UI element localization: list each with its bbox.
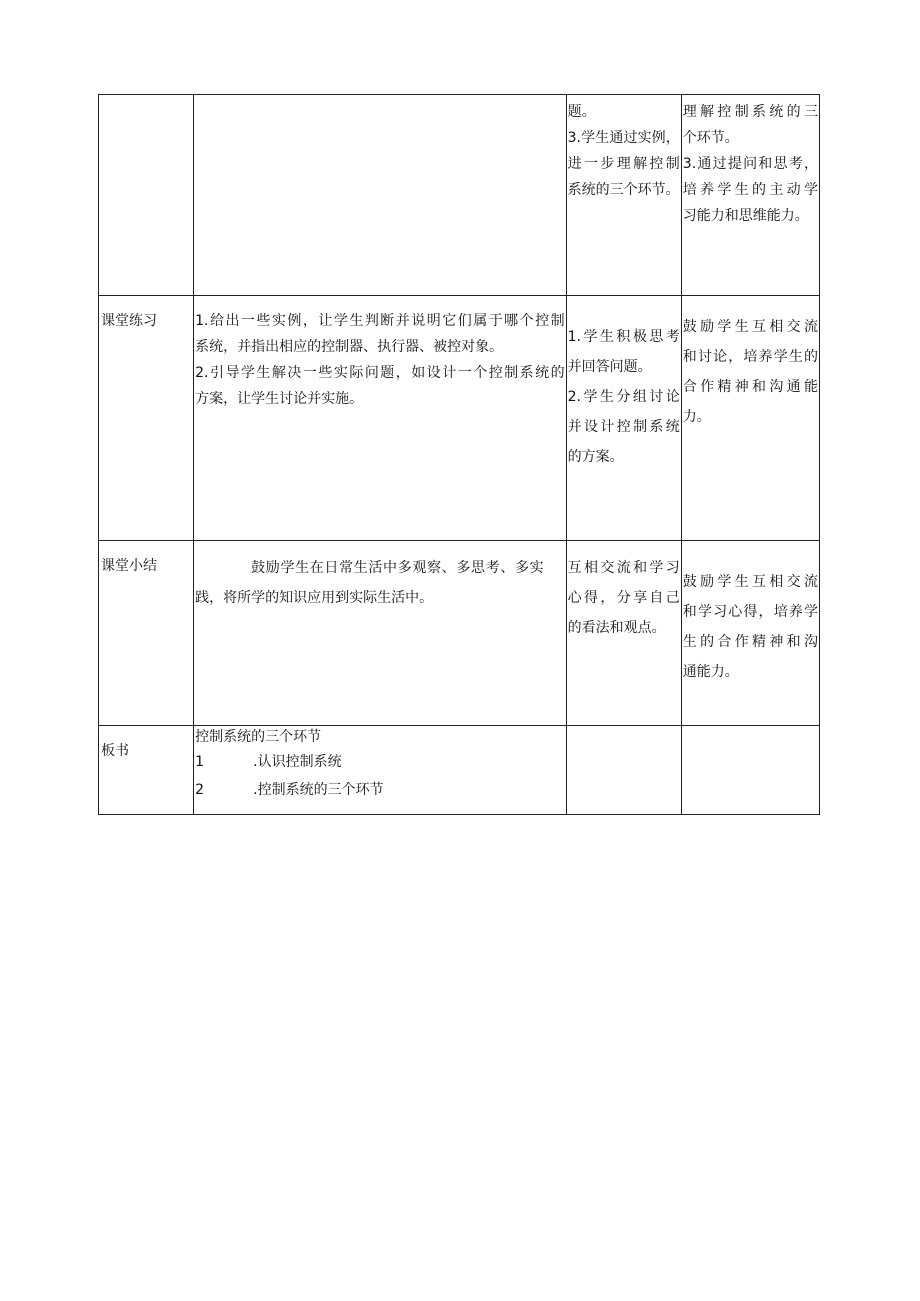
design-purpose-cell (681, 541, 819, 726)
student-activity-cell (566, 726, 681, 815)
text-line: 3.通过提问和思考， (682, 156, 818, 172)
text-line: 的方案。 (567, 449, 624, 465)
text-line: 系统的三个环节。 (567, 182, 680, 198)
text-line: 1.给出一些实例，让学生判断并说明它们属于哪个控制 (195, 313, 565, 329)
text-line: 力。 (682, 409, 711, 425)
design-purpose-cell (681, 726, 819, 815)
student-activity-cell (566, 296, 681, 541)
text-line: 和学习心得，培养学 (682, 604, 818, 620)
text-line: 生的合作精神和沟 (682, 634, 818, 650)
text-line: 鼓励学生互相交流 (682, 574, 818, 590)
text-line: 题。 (567, 104, 596, 120)
text-line: 进一步理解控制 (567, 156, 680, 172)
text-line: 和讨论，培养学生的 (682, 349, 818, 365)
table-row-summary (99, 541, 820, 726)
student-activity-cell (566, 95, 681, 296)
table-row-continued (99, 95, 820, 296)
row-label-cell (99, 296, 194, 541)
text-line: 的看法和观点。 (567, 620, 666, 636)
design-purpose-cell (681, 296, 819, 541)
text-line: 通能力。 (682, 664, 739, 680)
student-activity-cell (566, 541, 681, 726)
row-label-cell (99, 541, 194, 726)
board-item-text: .认识控制系统 (253, 754, 342, 770)
text-line: 1.学生积极思考 (567, 329, 680, 345)
table-row-board (99, 726, 820, 815)
board-title: 控制系统的三个环节 (195, 729, 322, 745)
text-line: 践，将所学的知识应用到实际生活中。 (195, 590, 434, 606)
text-line: 并设计控制系统 (567, 419, 680, 435)
text-line: 系统，并指出相应的控制器、执行器、被控对象。 (195, 339, 504, 355)
board-item-number: 1 (195, 754, 205, 770)
text-line: 培养学生的主动学 (682, 182, 818, 198)
design-purpose-cell (681, 95, 819, 296)
row-label-cell (99, 95, 194, 296)
teaching-content-cell (194, 296, 567, 541)
board-item-number: 2 (195, 782, 205, 798)
row-label-cell (99, 726, 194, 815)
teaching-content-cell (194, 541, 567, 726)
text-line: 3.学生通过实例， (567, 130, 680, 146)
row-label: 课堂小结 (101, 558, 157, 574)
text-line: 并回答问题。 (567, 359, 652, 375)
text-line: 2.引导学生解决一些实际问题，如设计一个控制系统的 (195, 365, 565, 381)
text-line: 鼓励学生在日常生活中多观察、多思考、多实 (251, 560, 544, 576)
board-item (195, 776, 565, 804)
text-line: 个环节。 (682, 130, 739, 146)
text-line: 2.学生分组讨论 (567, 389, 680, 405)
row-label: 板书 (101, 743, 129, 759)
text-line: 合作精神和沟通能 (682, 379, 818, 395)
text-line: 心得，分享自己 (567, 590, 680, 606)
teaching-content-cell (194, 95, 567, 296)
teaching-content-cell (194, 726, 567, 815)
board-item-text: .控制系统的三个环节 (253, 782, 384, 798)
text-line: 互相交流和学习 (567, 560, 680, 576)
text-line: 方案，让学生讨论并实施。 (195, 391, 364, 407)
text-line: 习能力和思维能力。 (682, 208, 809, 224)
board-item (195, 748, 565, 776)
text-line: 鼓励学生互相交流 (682, 319, 818, 335)
text-line: 理解控制系统的三 (682, 104, 818, 120)
table-row-practice (99, 296, 820, 541)
lesson-plan-table (98, 94, 820, 815)
row-label: 课堂练习 (101, 313, 157, 329)
